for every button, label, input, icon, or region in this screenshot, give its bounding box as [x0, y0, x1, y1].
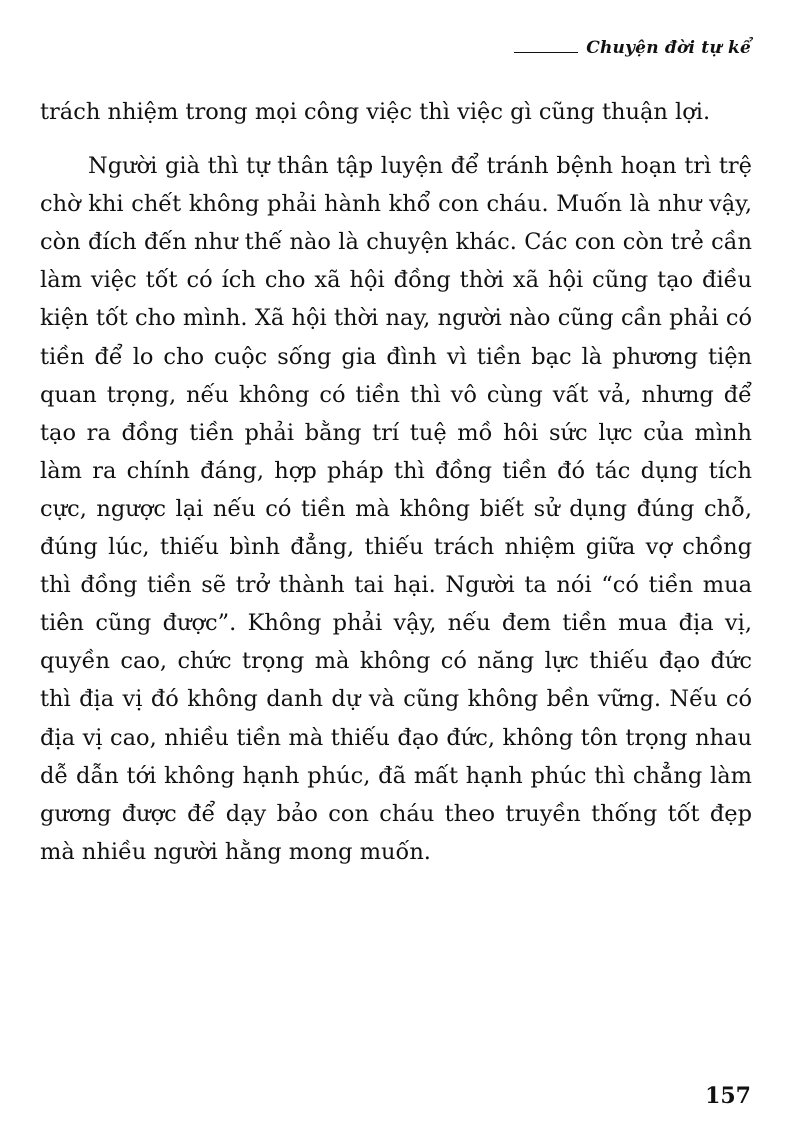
page-number: 157 — [705, 1083, 751, 1109]
paragraph-continued: trách nhiệm trong mọi công việc thì việc gì cũng thuận lợi. — [40, 99, 711, 125]
header-rule — [514, 52, 578, 53]
paragraph-gap — [40, 131, 752, 147]
running-header — [514, 38, 751, 58]
body-text — [40, 93, 752, 871]
paragraph: Người già thì tự thân tập luyện để tránh bệnh hoạn trì trệ chờ khi chết không phải hành khổ con cháu. Muốn là như vậy, còn đích đến như thế nào là chuyện khác. Các con còn trẻ cần làm việc tốt có ích cho xã hội đồng thời xã hội cũng tạo điều kiện tốt cho mình. Xã hội thời nay, người nào cũng cần phải có tiền để lo cho cuộc sống gia đình vì tiền bạc là phương tiện quan trọng, nếu không có tiền thì vô cùng vất vả, nhưng để tạo ra đồng tiền phải bằng trí tuệ mồ hôi sức lực của mình làm ra chính đáng, hợp pháp thì đồng tiền đó tác dụng tích cực, ngược lại nếu có tiền mà không biết sử dụng đúng chỗ, đúng lúc, thiếu bình đẳng, thiếu trách nhiệm giữa vợ chồng thì đồng tiền sẽ trở thành tai hại. Người ta nói “có tiền mua tiên cũng được”. Không phải vậy, nếu đem tiền mua địa vị, quyền cao, chức trọng mà không có năng lực thiếu đạo đức thì địa vị đó không danh dự và cũng không bền vững. Nếu có địa vị cao, nhiều tiền mà thiếu đạo đức, không tôn trọng nhau dễ dẫn tới không hạnh phúc, đã mất hạnh phúc thì chẳng làm gương được để dạy bảo con cháu theo truyền thống tốt đẹp mà nhiều người hằng mong muốn. — [40, 153, 752, 865]
running-header-title: Chuyện đời tự kể — [586, 38, 751, 58]
